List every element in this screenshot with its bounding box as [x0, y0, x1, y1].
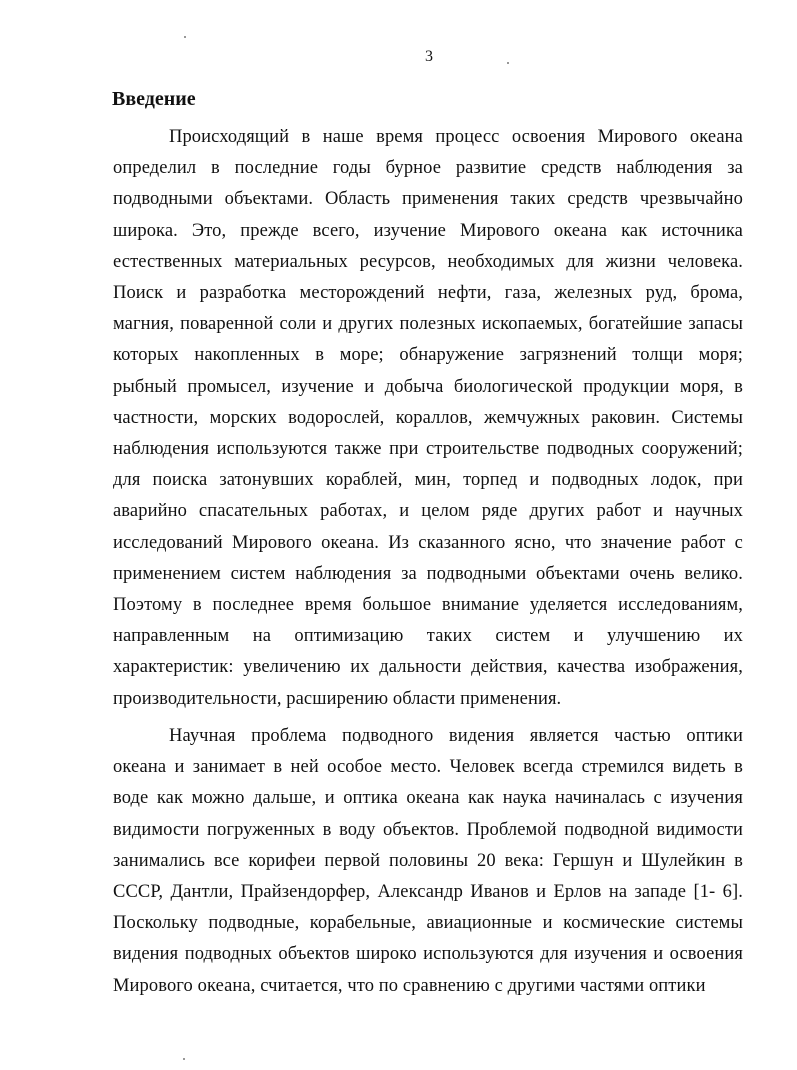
paragraph-line: СССР, Дантли, Прайзендорфер, Александр Иванов и Ерлов на западе [1- 6].	[113, 882, 743, 903]
paragraph-line: применением систем наблюдения за подводными объектами очень велико.	[113, 563, 743, 584]
paragraph-line: занимались все корифеи первой половины 20 века: Гершун и Шулейкин в	[113, 850, 743, 871]
paragraph-line: подводными объектами. Область применения таких средств чрезвычайно	[113, 189, 743, 210]
scan-speck	[507, 62, 509, 64]
paragraph-line: производительности, расширению области применения.	[113, 688, 562, 709]
paragraph-2	[113, 721, 743, 1002]
paragraph-line: аварийно спасательных работах, и целом ряде других работ и научных	[113, 501, 743, 522]
paragraph-1	[113, 122, 743, 715]
paragraph-line: воде как можно дальше, и оптика океана как наука начиналась с изучения	[113, 788, 743, 809]
scan-speck	[183, 1058, 185, 1060]
paragraph-line: Происходящий в наше время процесс освоения Мирового океана	[169, 127, 743, 147]
section-heading: Введение	[112, 88, 196, 110]
paragraph-line: характеристик: увеличению их дальности действия, качества изображения,	[113, 657, 743, 678]
page-number: 3	[425, 48, 433, 65]
paragraph-line: частности, морских водорослей, кораллов, жемчужных раковин. Системы	[113, 407, 743, 428]
paragraph-line: направленным на оптимизацию таких систем и улучшению их	[113, 626, 743, 647]
paragraph-line: Поиск и разработка месторождений нефти, газа, железных руд, брома,	[113, 283, 743, 304]
paragraph-line: видения подводных объектов широко используются для изучения и освоения	[113, 944, 743, 965]
paragraph-line: наблюдения используются также при строительстве подводных сооружений;	[113, 439, 743, 460]
paragraph-line: магния, поваренной соли и других полезных ископаемых, богатейшие запасы	[113, 314, 743, 335]
paragraph-line: Поскольку подводные, корабельные, авиационные и космические системы	[113, 913, 743, 934]
paragraph-line: исследований Мирового океана. Из сказанного ясно, что значение работ с	[113, 532, 743, 553]
scan-speck	[184, 36, 186, 38]
paragraph-line: видимости погруженных в воду объектов. Проблемой подводной видимости	[113, 819, 743, 840]
paragraph-line: рыбный промысел, изучение и добыча биологической продукции моря, в	[113, 376, 743, 397]
paragraph-line: Мирового океана, считается, что по сравнению с другими частями оптики	[113, 975, 706, 996]
paragraph-line: определил в последние годы бурное развитие средств наблюдения за	[113, 158, 743, 179]
paragraph-line: широка. Это, прежде всего, изучение Мирового океана как источника	[113, 220, 743, 241]
paragraph-line: которых накопленных в море; обнаружение загрязнений толщи моря;	[113, 345, 743, 366]
paragraph-line: естественных материальных ресурсов, необходимых для жизни человека.	[113, 251, 743, 272]
paragraph-line: для поиска затонувших кораблей, мин, торпед и подводных лодок, при	[113, 470, 743, 491]
paragraph-line: Научная проблема подводного видения является частью оптики	[169, 726, 743, 746]
paragraph-line: Поэтому в последнее время большое внимание уделяется исследованиям,	[113, 595, 743, 616]
paragraph-line: океана и занимает в ней особое место. Человек всегда стремился видеть в	[113, 757, 743, 778]
